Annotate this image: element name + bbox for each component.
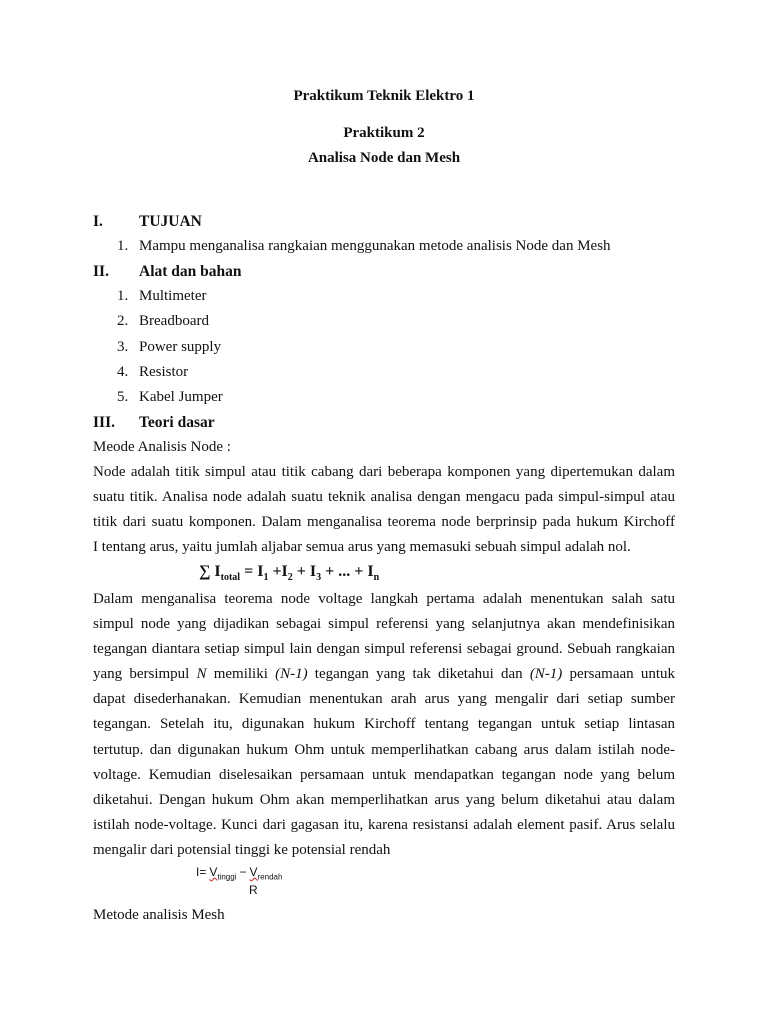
list-item: [117, 313, 209, 330]
list-text: Power supply: [139, 339, 222, 355]
section-title: Teori dasar: [139, 414, 215, 431]
paragraph-line: voltage. Kemudian diselesaikan persamaan untuk mendapatkan tegangan node yang belum: [93, 767, 675, 783]
list-text: Multimeter: [139, 288, 207, 304]
mesh-method-heading: Metode analisis Mesh: [93, 907, 225, 923]
paragraph-line: tegangan. Setelah itu, digunakan hukum Kirchoff tentang tegangan untuk setiap lintasan: [93, 716, 675, 732]
section-heading-tujuan: [93, 213, 202, 231]
list-text: Mampu menganalisa rangkaian menggunakan metode analisis Node dan Mesh: [139, 238, 611, 254]
paragraph-line: dapat disederhanakan. Kemudian menentukan arah arus yang mengalir dari setiap sumber: [93, 691, 675, 707]
list-item: [117, 389, 223, 406]
kcl-formula: ∑ $I_{total} = I_1 +I_2 + I_3$ + ... + $I_n$: [199, 563, 380, 584]
node-method-heading: Meode Analisis Node :: [93, 439, 231, 455]
paragraph-line: tertutup. dan digunakan hukum Ohm untuk memperlihatkan cabang arus dalam istilah node-: [93, 742, 675, 758]
list-number: 1.: [117, 238, 129, 254]
list-text: Breadboard: [139, 313, 209, 329]
section-number: III.: [93, 414, 115, 431]
paragraph-line: suatu titik. Analisa node adalah suatu teknik analisa dengan mengacu pada simpul-simpul atau: [93, 489, 675, 505]
section-title: Alat dan bahan: [139, 263, 242, 280]
paragraph-line: istilah node-voltage. Kunci dari gagasan itu, karena resistansi adalah element pasif. Arus selalu: [93, 817, 675, 833]
list-number: 2.: [117, 313, 129, 329]
list-item: [117, 364, 188, 381]
paragraph-line: I tentang arus, yaitu jumlah aljabar semua arus yang memasuki sebuah simpul adalah nol.: [93, 539, 631, 555]
list-item: [117, 238, 611, 255]
list-item: [117, 339, 221, 356]
paragraph-line: tegangan diantara setiap simpul lain dengan simpul referensi sebagai ground. Sebuah rangkaian: [93, 641, 675, 657]
practicum-number: Praktikum 2: [343, 125, 425, 141]
section-title: TUJUAN: [139, 213, 202, 230]
list-number: 5.: [117, 389, 129, 405]
paragraph-line: titik dari suatu komponen. Dalam menganalisa teorema node berprinsip pada hukum Kirchoff: [93, 514, 675, 530]
section-heading-alat: [93, 263, 242, 281]
list-number: 4.: [117, 364, 129, 380]
list-text: Kabel Jumper: [139, 389, 223, 405]
paragraph-line: yang bersimpul N memiliki (N-1) tegangan yang tak diketahui dan (N-1) persamaan untuk: [93, 666, 675, 682]
list-number: 1.: [117, 288, 129, 304]
paragraph-line: mengalir dari potensial tinggi ke potensial rendah: [93, 842, 391, 858]
practicum-topic: Analisa Node dan Mesh: [307, 150, 461, 166]
section-number: I.: [93, 213, 103, 230]
list-text: Resistor: [139, 364, 189, 380]
list-item: [117, 288, 207, 305]
section-number: II.: [93, 263, 109, 280]
paragraph-line: Dalam menganalisa teorema node voltage langkah pertama adalah menentukan salah satu: [93, 591, 675, 607]
paragraph-line: simpul node yang dijadikan sebagai simpul referensi yang selanjutnya akan mendefinisikan: [93, 616, 675, 632]
section-heading-teori: [93, 414, 215, 432]
paragraph-line: diketahui. Dengan hukum Ohm akan memperlihatkan arus yang belum diketahui atau dalam: [93, 792, 675, 808]
ohm-current-formula: I= $V_{tinggi}$ − $V_{rendah}$ R: [196, 865, 283, 897]
paragraph-line: Node adalah titik simpul atau titik cabang dari beberapa komponen yang dipertemukan dalam: [93, 464, 675, 480]
list-number: 3.: [117, 339, 129, 355]
course-title: Praktikum Teknik Elektro 1: [293, 88, 475, 104]
